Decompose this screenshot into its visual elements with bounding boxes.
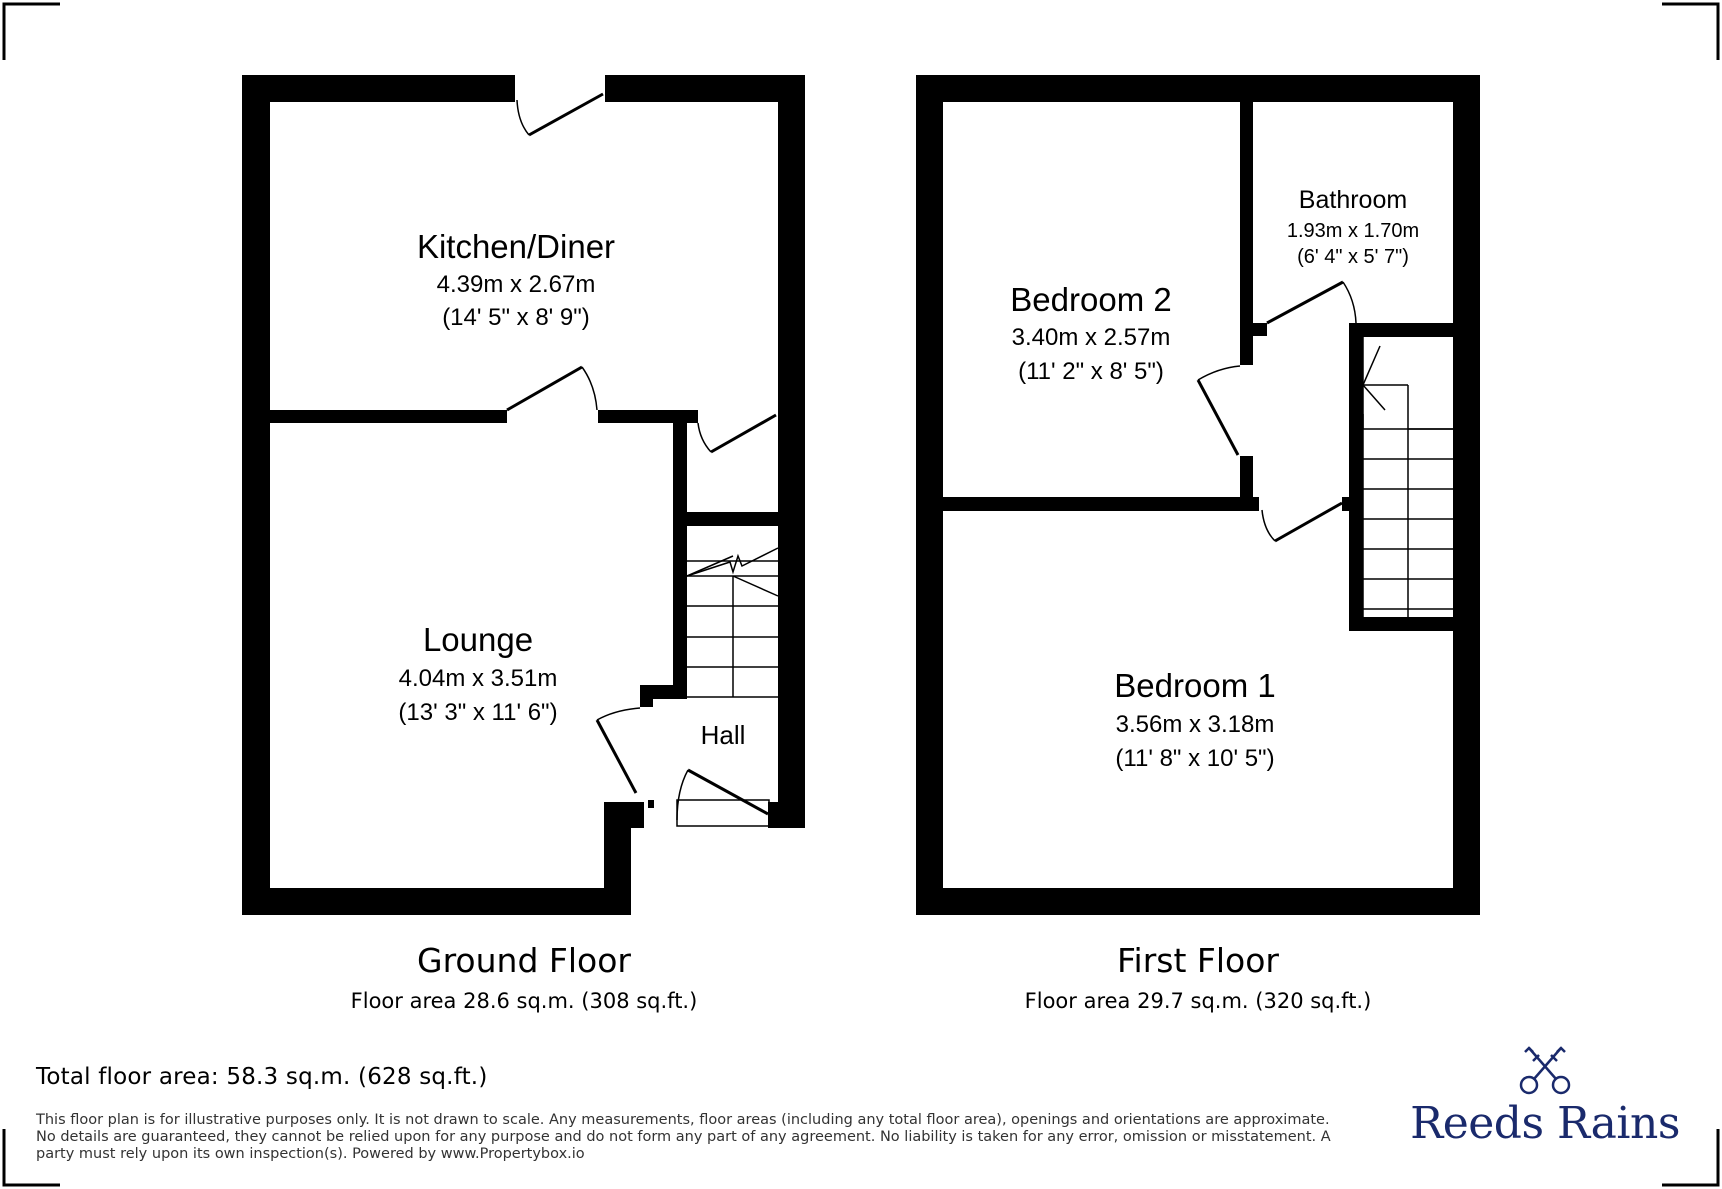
lounge-hall-door-swing: [597, 708, 640, 720]
hall-kitchen-door: [711, 415, 776, 452]
hall-partition-wall: [673, 410, 687, 685]
lounge-imperial: (13' 3" x 11' 6"): [398, 699, 558, 726]
kitchen-lounge-wall-left: [270, 410, 507, 423]
kitchen-top-wall-right: [605, 75, 805, 102]
lounge-kitchen-door: [507, 367, 582, 410]
kitchen-metric: 4.39m x 2.67m: [436, 271, 596, 298]
lounge-hall-door: [597, 720, 636, 793]
ground-floor-area: Floor area 28.6 sq.m. (308 sq.ft.): [350, 989, 698, 1013]
stair-left-wall: [1349, 323, 1363, 631]
landing-door-jamb: [1342, 497, 1363, 511]
kitchen-imperial: (14' 5" x 8' 9"): [442, 304, 590, 331]
stair-top-wall: [687, 512, 780, 526]
total-floor-area: Total floor area: 58.3 sq.m. (628 sq.ft.): [36, 1064, 488, 1090]
ground-bottom-wall: [242, 888, 631, 915]
bathroom-bottom-wall: [1357, 323, 1453, 337]
hall-name: Hall: [700, 720, 746, 750]
lounge-kitchen-door-swing: [582, 367, 597, 410]
kitchen-back-door-swing: [517, 100, 529, 135]
first-top-wall: [916, 75, 1480, 102]
logo-wordmark: Reeds Rains: [1410, 1098, 1680, 1149]
first-bottom-wall: [916, 888, 1480, 915]
first-floor-area: Floor area 29.7 sq.m. (320 sq.ft.): [1024, 989, 1372, 1013]
first-staircase: [1363, 337, 1453, 617]
bathroom-imperial: (6' 4" x 5' 7"): [1297, 246, 1409, 268]
bedroom1-door-swing: [1262, 510, 1275, 541]
kitchen-top-wall-left: [242, 75, 515, 102]
kitchen-back-door: [529, 94, 603, 135]
bedroom1-imperial: (11' 8" x 10' 5"): [1115, 745, 1275, 772]
hall-kitchen-door-swing: [698, 423, 711, 452]
ground-right-wall: [778, 75, 805, 828]
hall-bottom-wall-left: [604, 802, 644, 828]
bedroom1-metric: 3.56m x 3.18m: [1115, 711, 1275, 738]
front-door-swing: [677, 770, 688, 820]
front-door-threshold: [677, 800, 769, 826]
bedroom2-door: [1198, 380, 1238, 455]
bathroom-door: [1267, 282, 1343, 323]
disclaimer-text: This floor plan is for illustrative purposes only. It is not drawn to scale. Any measurements, floor areas (including any total floor area), openings and orientations are approximate. No details are guaranteed, they cannot be relied upon for any purpose and do not form any part of any agreement. No liability is taken for any error, omission or misstatement. A party must rely upon its own inspection(s). Powered by www.Propertybox.io: [36, 1112, 1331, 1162]
ground-floor-title: Ground Floor: [417, 941, 631, 980]
lounge-name: Lounge: [422, 621, 534, 658]
first-right-wall: [1453, 75, 1480, 915]
bathroom-name: Bathroom: [1298, 186, 1408, 214]
bed2-landing-wall: [1240, 456, 1253, 497]
bedroom2-name: Bedroom 2: [1010, 281, 1172, 318]
first-left-wall: [916, 75, 943, 915]
bathroom-door-swing: [1343, 282, 1356, 323]
lounge-metric: 4.04m x 3.51m: [398, 665, 558, 692]
bedroom2-door-swing: [1198, 366, 1240, 380]
front-door: [688, 770, 768, 814]
bedroom2-imperial: (11' 2" x 8' 5"): [1018, 358, 1164, 385]
reeds-rains-logo: [1400, 1040, 1690, 1150]
bath-door-jamb-left: [1253, 323, 1267, 336]
bedroom1-name: Bedroom 1: [1114, 667, 1276, 704]
bed2-bed1-wall: [943, 497, 1259, 511]
hall-lounge-wall-end: [640, 685, 653, 707]
hall-bottom-wall-right: [768, 802, 805, 828]
ground-left-wall: [242, 75, 270, 915]
bedroom2-metric: 3.40m x 2.57m: [1011, 324, 1171, 351]
stair-bottom-wall: [1349, 617, 1453, 631]
bed2-bath-wall: [1240, 102, 1253, 365]
crossed-keys-icon: [1515, 1040, 1575, 1096]
kitchen-name: Kitchen/Diner: [416, 228, 616, 265]
first-floor-title: First Floor: [1116, 941, 1280, 980]
ground-staircase: [687, 548, 778, 697]
bathroom-metric: 1.93m x 1.70m: [1286, 220, 1420, 242]
bedroom1-door: [1275, 503, 1342, 541]
hall-door-jamb: [648, 800, 654, 808]
